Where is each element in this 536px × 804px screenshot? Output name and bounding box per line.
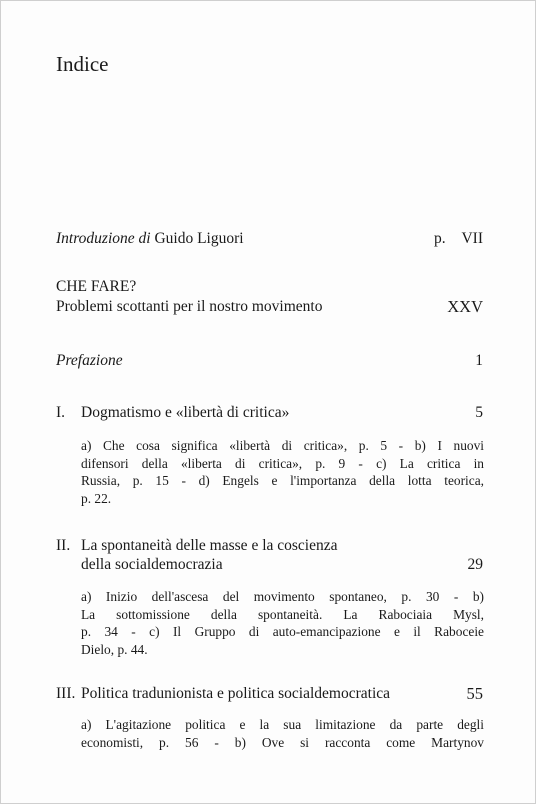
preface-page-number: 1 [475, 352, 483, 369]
chapter-3-page-number: 55 [466, 684, 483, 703]
chapter-2-page-number: 29 [467, 556, 483, 573]
intro-author: Guido Liguori [154, 230, 244, 247]
summary-line: a) Inizio dell'ascesa del movimento spontaneo, p. 30 - b) [81, 589, 484, 604]
intro-page-number: VII [461, 230, 483, 247]
page-title: Indice [56, 52, 109, 76]
summary-line: p. 22. [81, 490, 112, 506]
main-title-line1: CHE FARE? [56, 278, 137, 295]
summary-line: Dielo, p. 44. [81, 641, 148, 657]
chapter-1-title: Dogmatismo e «libertà di critica» [81, 404, 290, 421]
chapter-3-summary [81, 716, 484, 751]
chapter-1-summary [81, 437, 484, 507]
chapter-2-title-line2: della socialdemocrazia [81, 556, 223, 573]
chapter-2-numeral: II. [56, 537, 71, 554]
summary-line: La sottomissione della spontaneità. La Rabociaia Mysl, [81, 606, 484, 622]
chapter-1-numeral: I. [56, 404, 66, 421]
summary-line: Russia, p. 15 - d) Engels e l'importanza della lotta teorica, [81, 473, 484, 488]
preface-label: Prefazione [56, 352, 123, 369]
chapter-3-numeral: III. [56, 685, 76, 702]
intro-entry [56, 227, 244, 250]
intro-page-prefix: p. [434, 230, 446, 247]
summary-line: p. 34 - c) Il Gruppo di auto-emancipazione e il Raboceie [81, 624, 484, 639]
summary-line: difensori della «liberta di critica», p. 9 - c) La critica in [81, 455, 484, 471]
chapter-2-summary [81, 588, 484, 658]
main-title-page-number: XXV [447, 297, 483, 316]
main-title-line2: Problemi scottanti per il nostro movimento [56, 298, 323, 315]
chapter-1-page-number: 5 [475, 404, 483, 421]
summary-line: economisti, p. 56 - b) Ove si racconta come Martynov [81, 734, 484, 750]
summary-line: a) Che cosa significa «libertà di critica», p. 5 - b) I nuovi [81, 438, 484, 453]
summary-line: a) L'agitazione politica e la sua limitazione da parte degli [81, 717, 484, 732]
chapter-3-title: Politica tradunionista e politica socialdemocratica [81, 685, 391, 702]
chapter-2-title-line1: La spontaneità delle masse e la coscienza [81, 537, 338, 554]
intro-label: Introduzione di [56, 230, 151, 247]
